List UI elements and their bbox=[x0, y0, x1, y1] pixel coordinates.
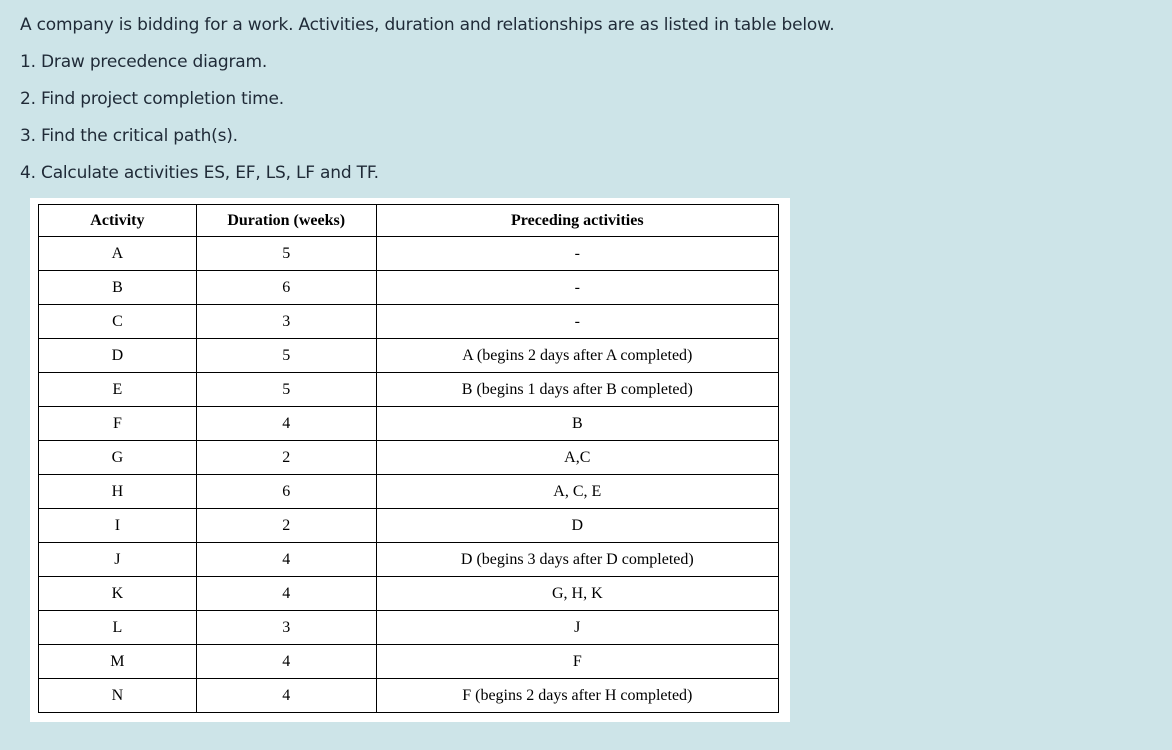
preceding-cell: D bbox=[376, 509, 778, 543]
activity-cell: J bbox=[39, 543, 197, 577]
intro-text: A company is bidding for a work. Activities, duration and relationships are as listed in table below. bbox=[20, 15, 835, 35]
table-row bbox=[39, 373, 779, 407]
task-1: 1. Draw precedence diagram. bbox=[20, 52, 268, 72]
preceding-cell: - bbox=[376, 237, 778, 271]
activity-cell: B bbox=[39, 271, 197, 305]
duration-cell: 4 bbox=[196, 407, 376, 441]
table-row bbox=[39, 577, 779, 611]
activity-cell: N bbox=[39, 679, 197, 713]
table-row bbox=[39, 645, 779, 679]
question-text bbox=[20, 14, 1150, 199]
activity-cell: A bbox=[39, 237, 197, 271]
duration-cell: 4 bbox=[196, 679, 376, 713]
preceding-cell: A,C bbox=[376, 441, 778, 475]
table-row bbox=[39, 543, 779, 577]
duration-cell: 5 bbox=[196, 237, 376, 271]
preceding-cell: - bbox=[376, 271, 778, 305]
preceding-cell: D (begins 3 days after D completed) bbox=[376, 543, 778, 577]
activity-cell: M bbox=[39, 645, 197, 679]
activity-cell: F bbox=[39, 407, 197, 441]
preceding-cell: - bbox=[376, 305, 778, 339]
table-row bbox=[39, 611, 779, 645]
activity-cell: C bbox=[39, 305, 197, 339]
activity-cell: H bbox=[39, 475, 197, 509]
table-row bbox=[39, 407, 779, 441]
preceding-cell: F (begins 2 days after H completed) bbox=[376, 679, 778, 713]
table-row bbox=[39, 237, 779, 271]
header-preceding: Preceding activities bbox=[376, 205, 778, 237]
duration-cell: 4 bbox=[196, 543, 376, 577]
activity-table-image bbox=[30, 198, 790, 722]
duration-cell: 2 bbox=[196, 509, 376, 543]
duration-cell: 3 bbox=[196, 305, 376, 339]
duration-cell: 6 bbox=[196, 271, 376, 305]
duration-cell: 5 bbox=[196, 373, 376, 407]
duration-cell: 5 bbox=[196, 339, 376, 373]
preceding-cell: J bbox=[376, 611, 778, 645]
activity-cell: I bbox=[39, 509, 197, 543]
duration-cell: 4 bbox=[196, 645, 376, 679]
header-activity: Activity bbox=[39, 205, 197, 237]
table-header-row bbox=[39, 205, 779, 237]
duration-cell: 6 bbox=[196, 475, 376, 509]
header-duration: Duration (weeks) bbox=[196, 205, 376, 237]
activity-cell: G bbox=[39, 441, 197, 475]
task-4: 4. Calculate activities ES, EF, LS, LF and TF. bbox=[20, 163, 379, 183]
activity-cell: K bbox=[39, 577, 197, 611]
preceding-cell: A (begins 2 days after A completed) bbox=[376, 339, 778, 373]
table-row bbox=[39, 339, 779, 373]
preceding-cell: A, C, E bbox=[376, 475, 778, 509]
preceding-cell: B bbox=[376, 407, 778, 441]
task-2: 2. Find project completion time. bbox=[20, 89, 284, 109]
activity-cell: D bbox=[39, 339, 197, 373]
activity-cell: E bbox=[39, 373, 197, 407]
task-3: 3. Find the critical path(s). bbox=[20, 126, 238, 146]
table-row bbox=[39, 475, 779, 509]
table-row bbox=[39, 509, 779, 543]
activity-table bbox=[38, 204, 779, 713]
duration-cell: 3 bbox=[196, 611, 376, 645]
table-row bbox=[39, 271, 779, 305]
preceding-cell: F bbox=[376, 645, 778, 679]
table-row bbox=[39, 305, 779, 339]
table-row bbox=[39, 679, 779, 713]
table-row bbox=[39, 441, 779, 475]
preceding-cell: G, H, K bbox=[376, 577, 778, 611]
duration-cell: 4 bbox=[196, 577, 376, 611]
preceding-cell: B (begins 1 days after B completed) bbox=[376, 373, 778, 407]
duration-cell: 2 bbox=[196, 441, 376, 475]
activity-cell: L bbox=[39, 611, 197, 645]
